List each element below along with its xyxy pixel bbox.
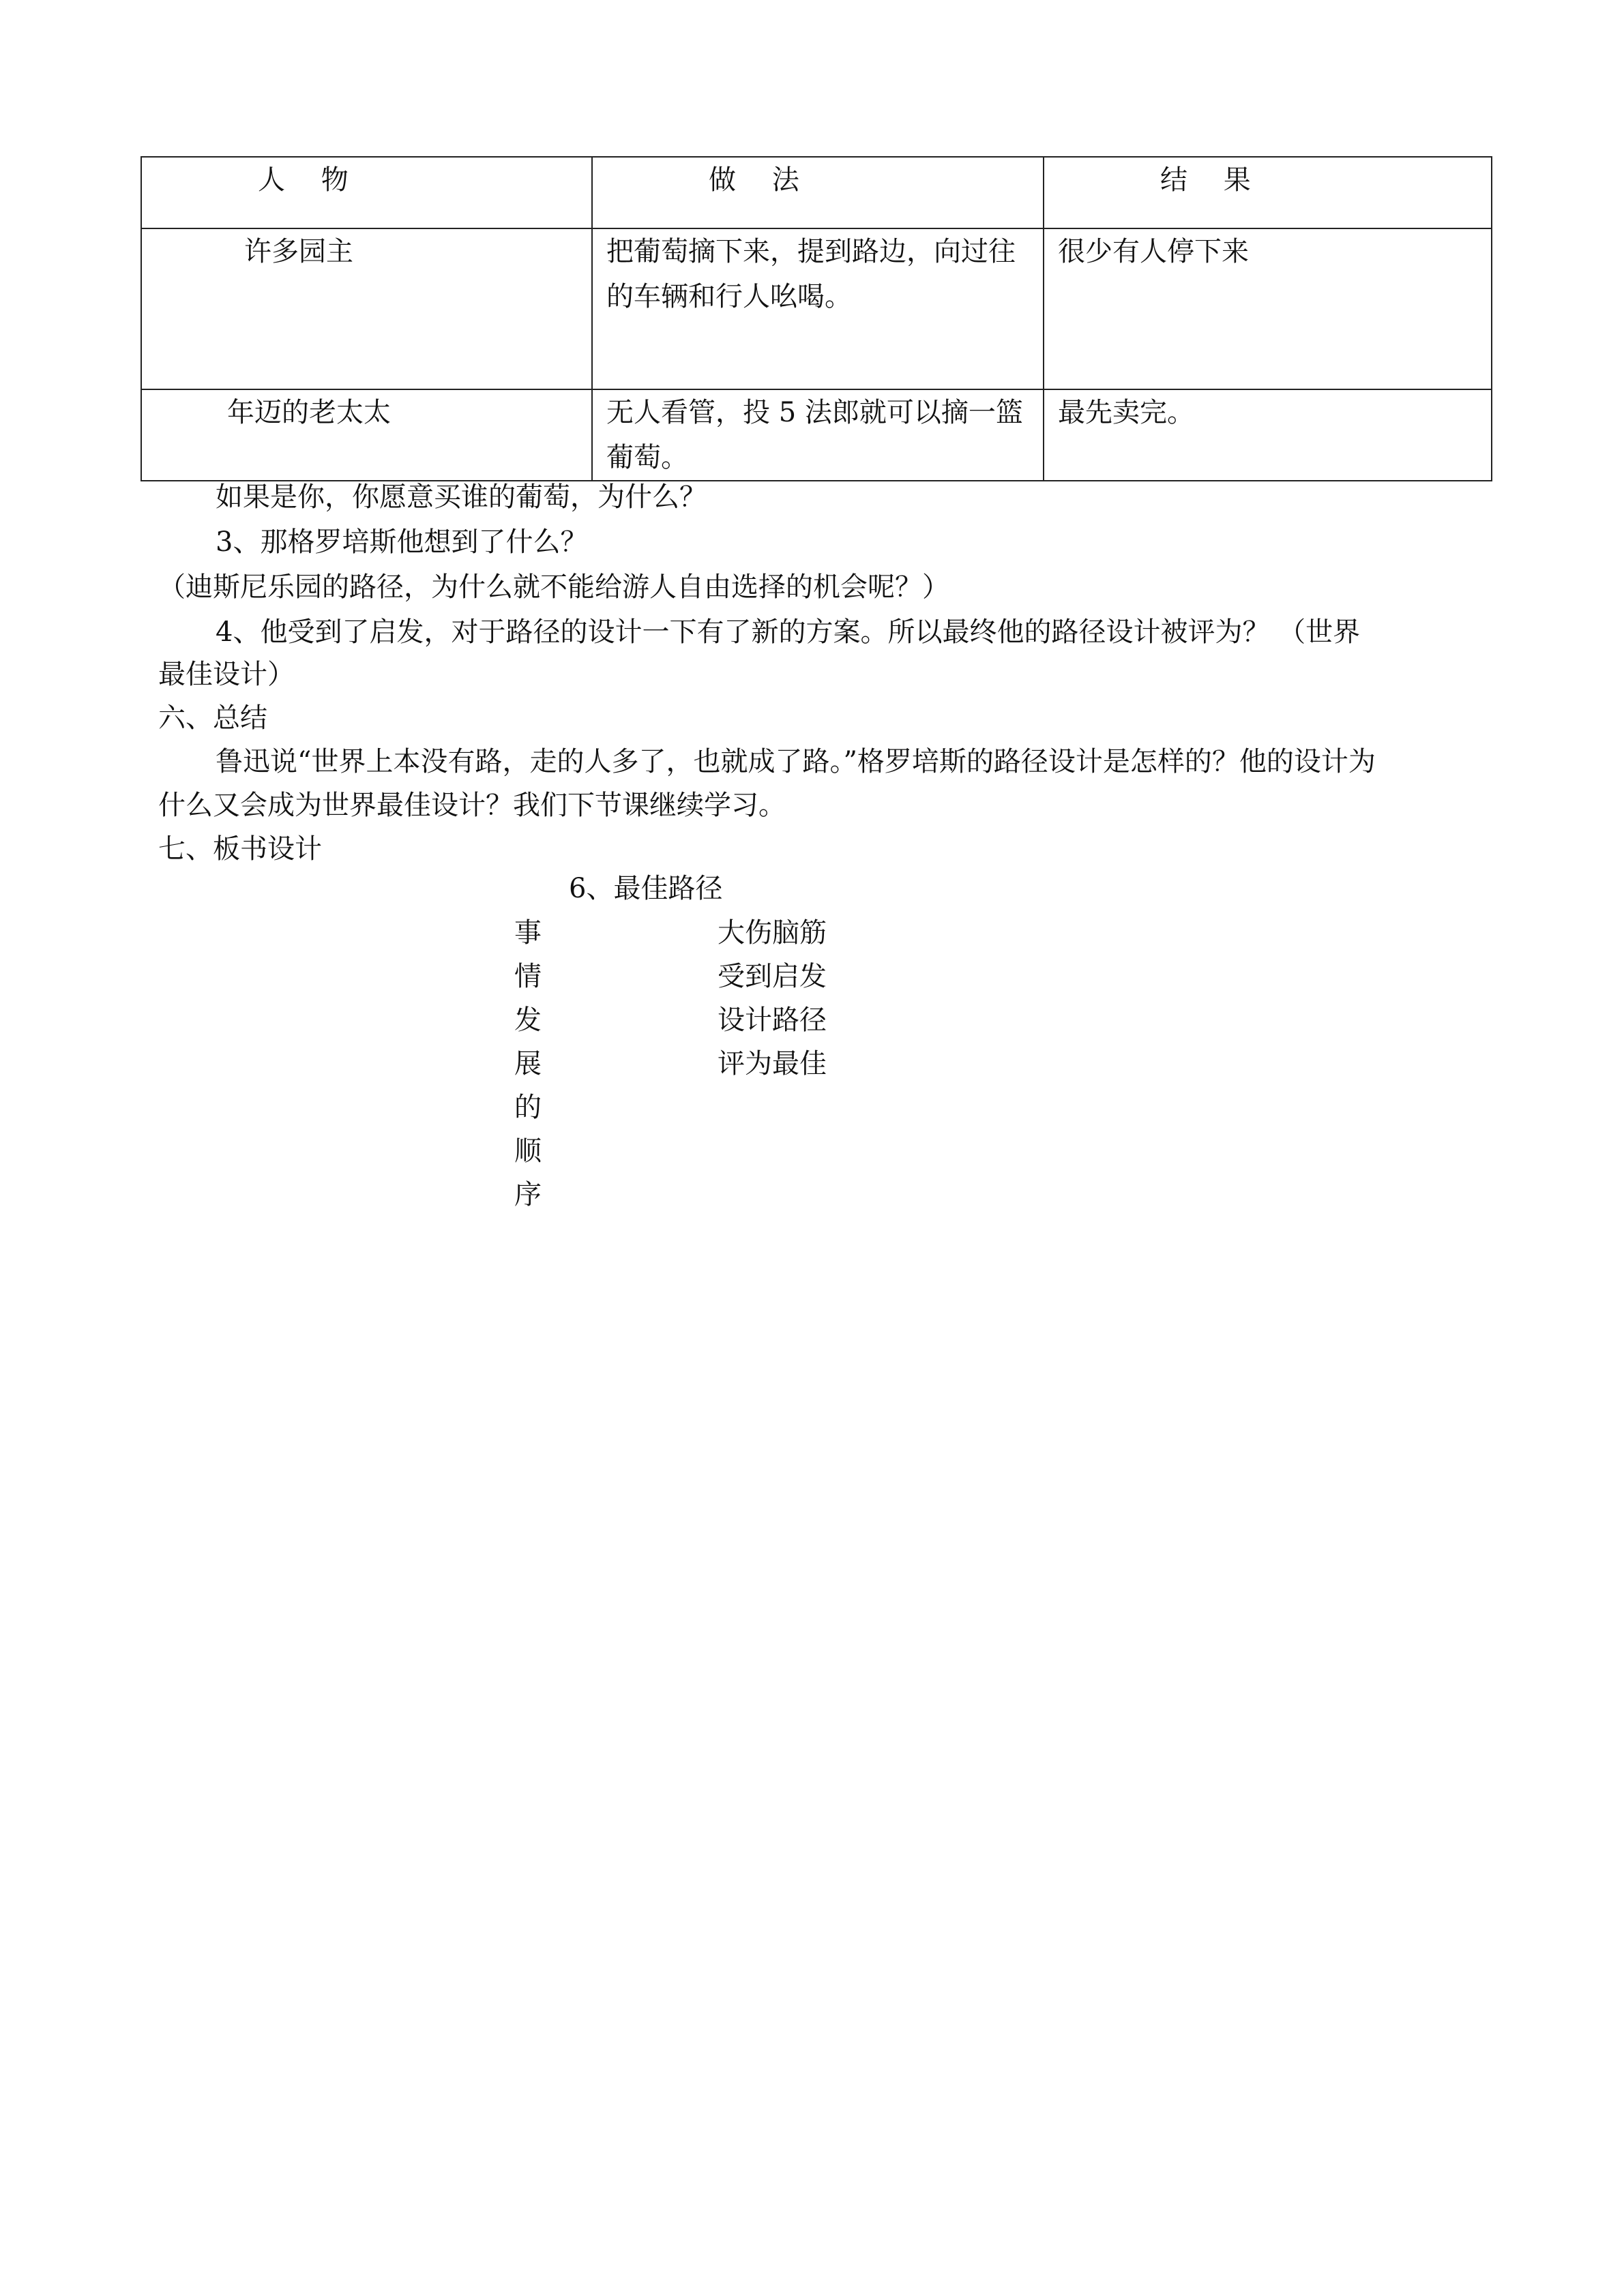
question-3: 3、那格罗培斯他想到了什么？ — [216, 526, 588, 558]
header-result: 结 果 — [1044, 157, 1492, 228]
board-step: 受到启发 — [718, 961, 827, 992]
board-vertical-char: 顺 — [514, 1135, 542, 1167]
board-vertical-char: 情 — [514, 961, 542, 992]
table-row — [141, 228, 1492, 389]
cell-method: 无人看管，投 5 法郎就可以摘一篮葡萄。 — [592, 389, 1044, 481]
question-4-line1: 4、他受到了启发，对于路径的设计一下有了新的方案。所以最终他的路径设计被评为？ （世界 — [216, 616, 1361, 648]
comparison-table — [141, 156, 1492, 481]
board-step: 大伤脑筋 — [718, 917, 827, 949]
section-heading-summary: 六、总结 — [158, 702, 267, 734]
cell-result: 最先卖完。 — [1044, 389, 1492, 481]
summary-line1: 鲁迅说“世界上本没有路，走的人多了，也就成了路。”格罗培斯的路径设计是怎样的？他的设计为 — [216, 746, 1376, 777]
table-row — [141, 389, 1492, 481]
summary-line2: 什么又会成为世界最佳设计？我们下节课继续学习。 — [158, 790, 786, 821]
question-choice: 如果是你，你愿意买谁的葡萄，为什么？ — [216, 481, 707, 513]
cell-person: 许多园主 — [141, 228, 592, 389]
board-vertical-char: 事 — [514, 917, 542, 949]
board-title: 6、最佳路径 — [569, 873, 723, 904]
board-vertical-char: 的 — [514, 1092, 542, 1123]
header-method: 做 法 — [592, 157, 1044, 228]
board-vertical-char: 序 — [514, 1179, 542, 1210]
answer-3: （迪斯尼乐园的路径，为什么就不能给游人自由选择的机会呢？） — [158, 571, 949, 603]
board-vertical-char: 展 — [514, 1048, 542, 1079]
board-vertical-char: 发 — [514, 1004, 542, 1036]
board-step: 评为最佳 — [718, 1048, 827, 1079]
board-vertical-label — [514, 911, 548, 1217]
cell-method: 把葡萄摘下来，提到路边，向过往的车辆和行人吆喝。 — [592, 228, 1044, 389]
question-4-line2: 最佳设计） — [158, 659, 295, 690]
board-step: 设计路径 — [718, 1004, 827, 1036]
header-person: 人 物 — [141, 157, 592, 228]
cell-person: 年迈的老太太 — [141, 389, 592, 481]
section-heading-board: 七、板书设计 — [158, 833, 322, 865]
board-steps — [718, 911, 827, 1086]
table-header-row — [141, 157, 1492, 228]
cell-result: 很少有人停下来 — [1044, 228, 1492, 389]
